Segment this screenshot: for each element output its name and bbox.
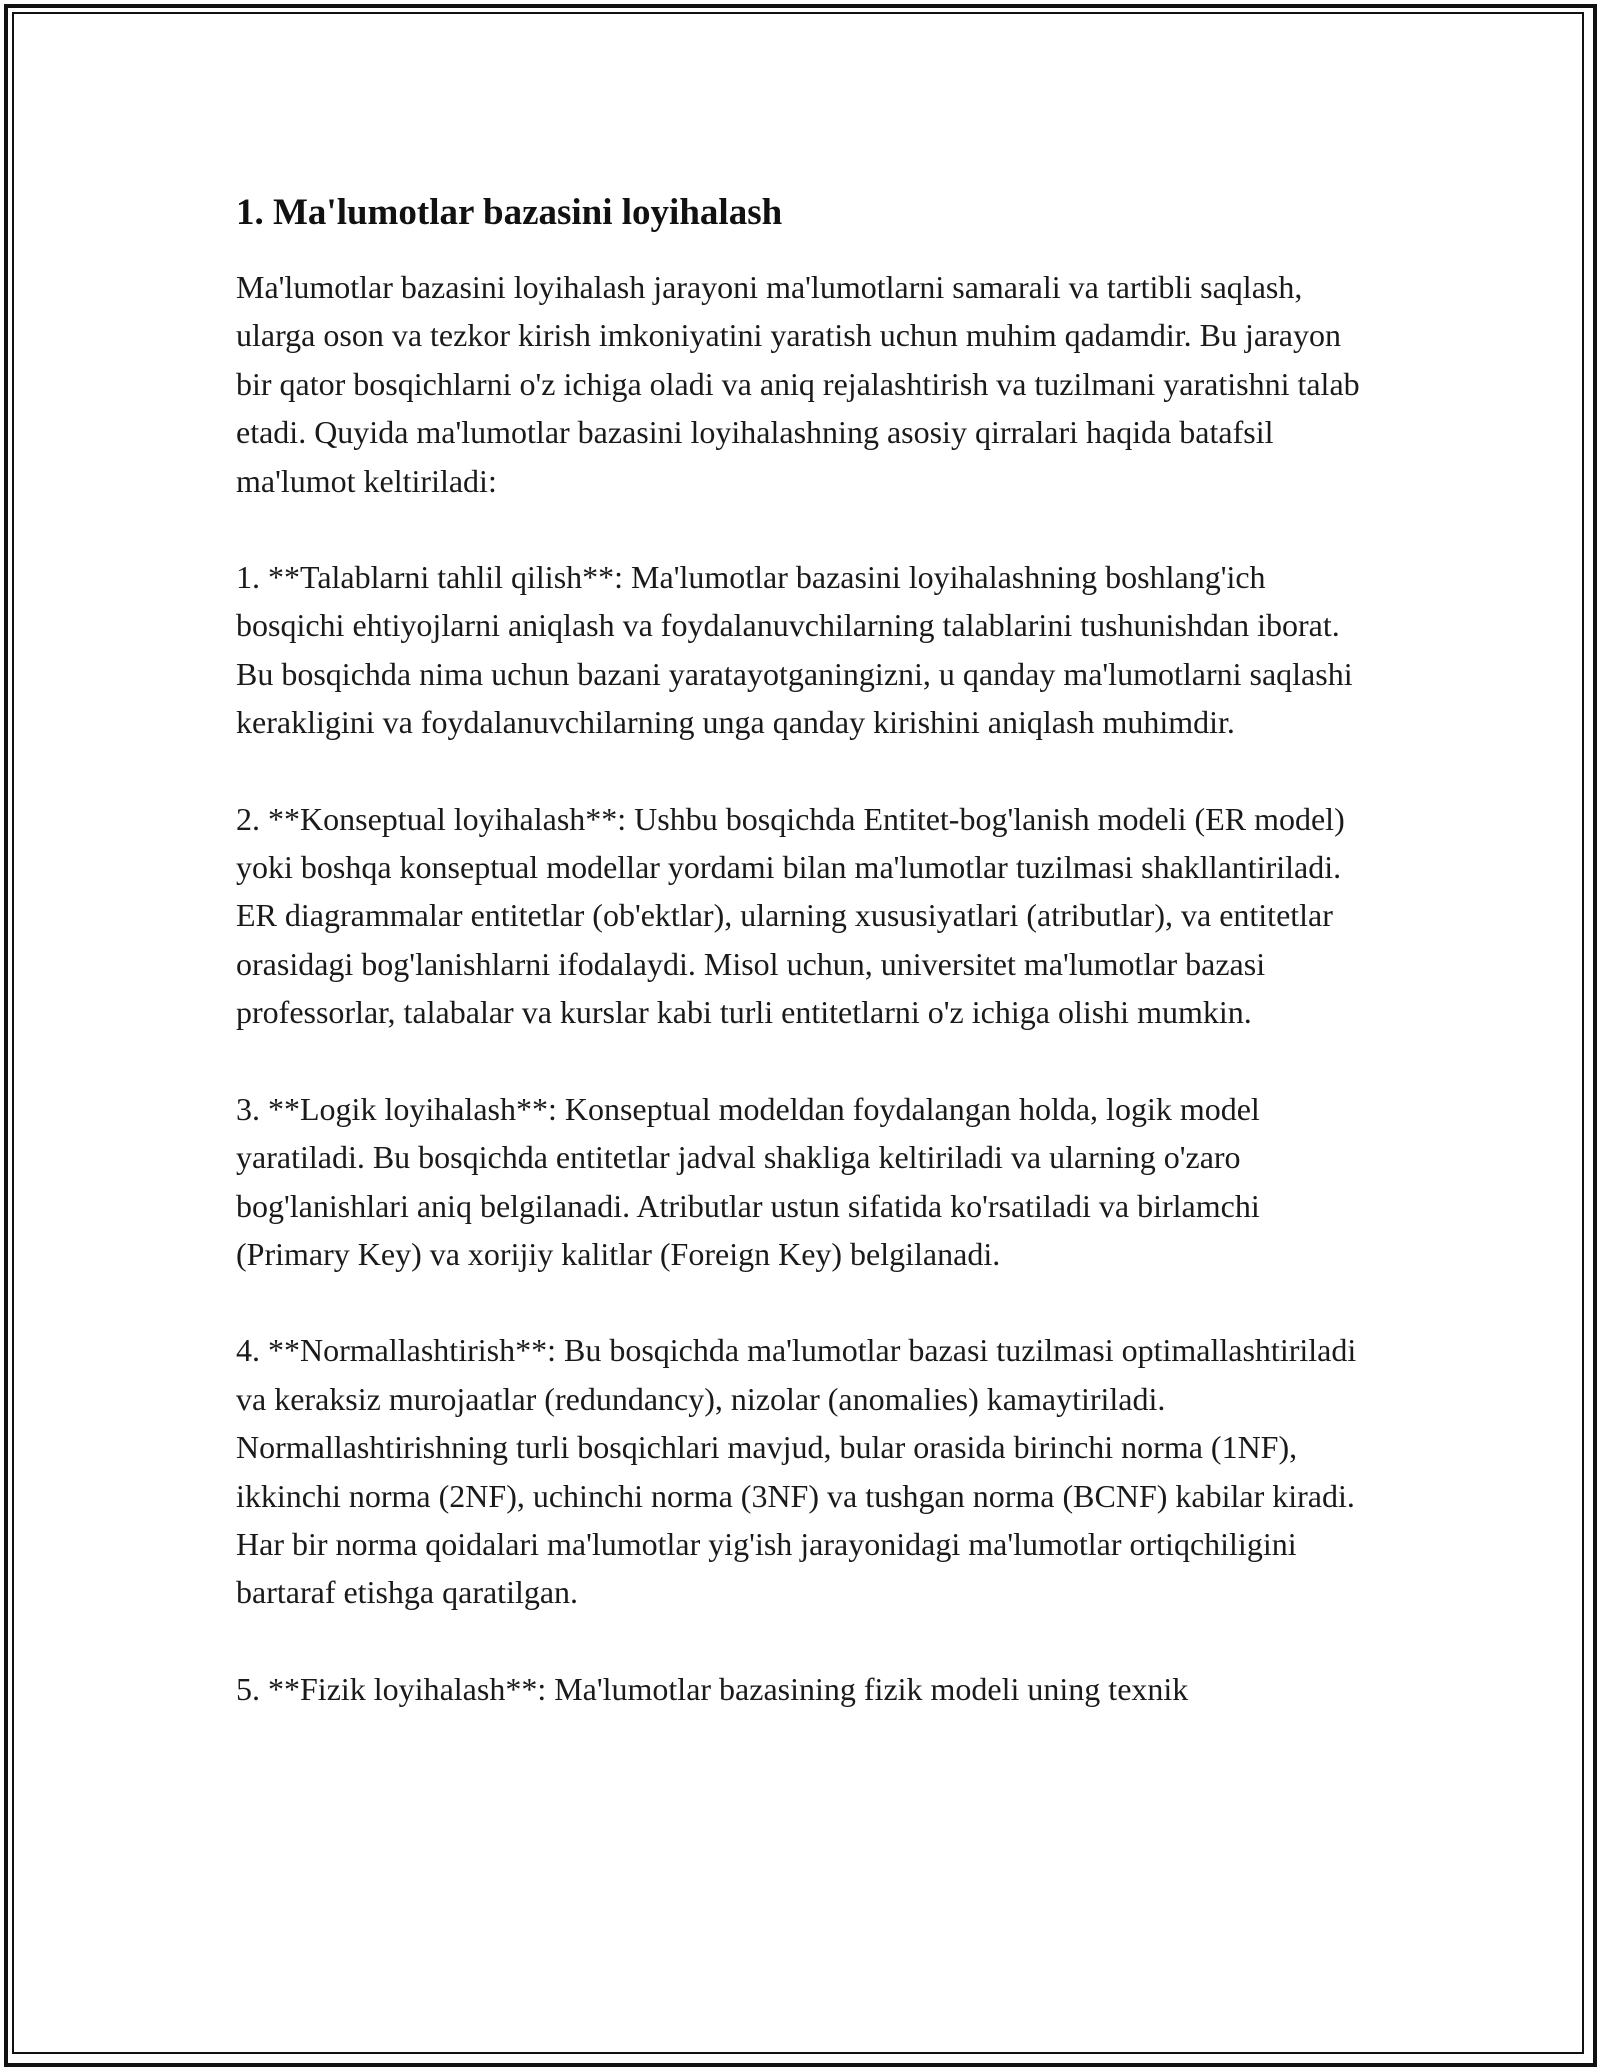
step-4-normalization: 4. **Normallashtirish**: Bu bosqichda ma'lumotlar bazasi tuzilmasi optimallashtiriladi va keraksiz murojaatlar (redundancy), nizolar (anomalies) kamaytiriladi. Normallashtirishning turli bosqichlari mavjud, bular orasida birinchi norma (1NF), ikkinchi norma (2NF), uchinchi norma (3NF) va tushgan norma (BCNF) kabilar kiradi. Har bir norma qoidalari ma'lumotlar yig'ish jarayonidagi ma'lumotlar ortiqchiligini bartaraf etishga qaratilgan. bbox=[236, 1332, 1357, 1611]
section-title: 1. Ma'lumotlar bazasini loyihalash bbox=[236, 192, 783, 233]
intro-paragraph: Ma'lumotlar bazasini loyihalash jarayoni ma'lumotlarni samarali va tartibli saqlash, ularga oson va tezkor kirish imkoniyatini yaratish uchun muhim qadamdir. Bu jarayon bir qator bosqichlarni o'z ichiga oladi va aniq rejalashtirish va tuzilmani yaratishni talab etadi. Quyida ma'lumotlar bazasini loyihalashning asosiy qirralari haqida batafsil ma'lumot keltiriladi: bbox=[236, 269, 1360, 499]
document-body bbox=[236, 185, 1366, 1761]
step-5-physical-design: 5. **Fizik loyihalash**: Ma'lumotlar bazasining fizik modeli uning texnik bbox=[236, 1670, 1189, 1707]
step-3-logical-design: 3. **Logik loyihalash**: Konseptual modeldan foydalangan holda, logik model yaratiladi. Bu bosqichda entitetlar jadval shakliga keltiriladi va ularning o'zaro bog'lanishlari aniq belgilanadi. Atributlar ustun sifatida ko'rsatiladi va birlamchi (Primary Key) va xorijiy kalitlar (Foreign Key) belgilanadi. bbox=[236, 1090, 1260, 1272]
step-2-conceptual-design: 2. **Konseptual loyihalash**: Ushbu bosqichda Entitet-bog'lanish modeli (ER model) yoki boshqa konseptual modellar yordami bilan ma'lumotlar tuzilmasi shakllantiriladi. ER diagrammalar entitetlar (ob'ektlar), ularning xususiyatlari (atributlar), va entitetlar orasidagi bog'lanishlarni ifodalaydi. Misol uchun, universitet ma'lumotlar bazasi professorlar, talabalar va kurslar kabi turli entitetlarni o'z ichiga olishi mumkin. bbox=[236, 800, 1345, 1031]
step-1-requirements-analysis: 1. **Talablarni tahlil qilish**: Ma'lumotlar bazasini loyihalashning boshlang'ich bosqichi ehtiyojlarni aniqlash va foydalanuvchilarning talablarini tushunishdan iborat. Bu bosqichda nima uchun bazani yaratayotganingizni, u qanday ma'lumotlarni saqlashi kerakligini va foydalanuvchilarning unga qanday kirishini aniqlash muhimdir. bbox=[236, 559, 1353, 741]
